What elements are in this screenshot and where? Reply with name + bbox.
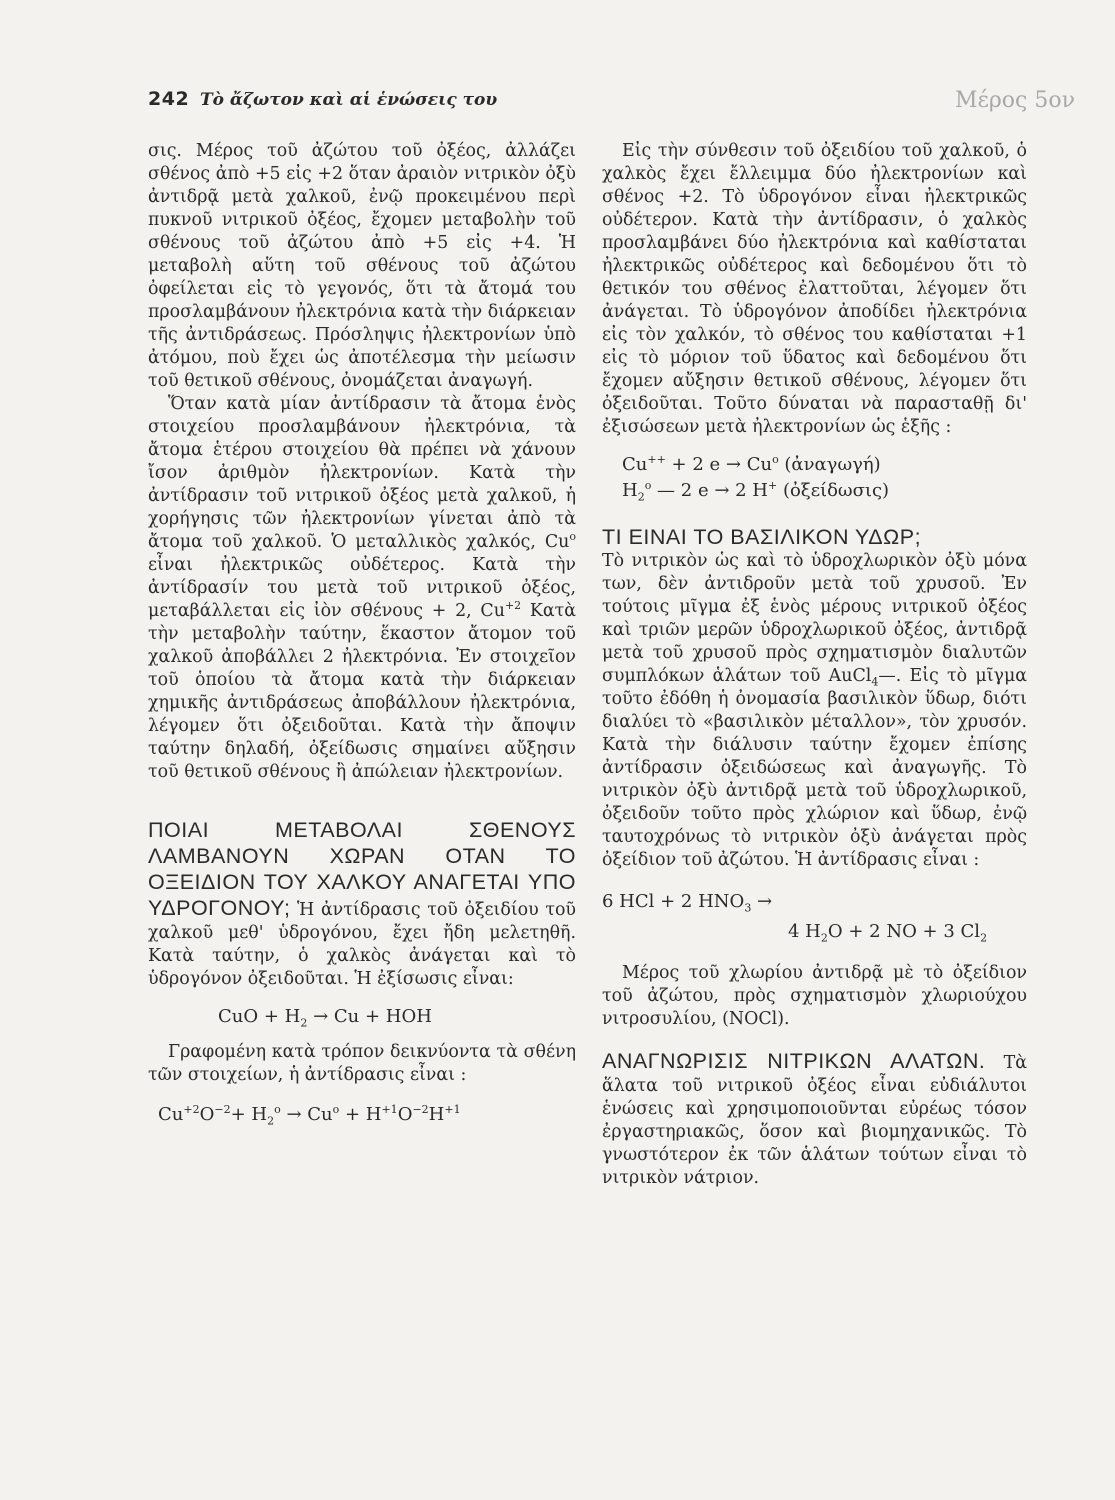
part-label: Μέρος 5ον [954, 88, 1075, 113]
equation-cuo-reduction: CuO + $H_2 \to Cu$ + HOH [218, 1006, 432, 1030]
section-title-nitrate-salts: ΑΝΑΓΝΩΡΙΣΙΣ ΝΙΤΡΙΚΩΝ ΑΛΑΤΩΝ. [602, 1049, 986, 1073]
page-number: 242 [148, 88, 190, 110]
right-paragraph-3: Μέρος τοῦ χλωρίου ἀντιδρᾷ μὲ τὸ ὀξείδιον τοῦ ἀζώτου, πρὸς σχηματισμὸν χλωριούχου νιτροσυλίου, (NOCl). [602, 963, 1027, 1029]
left-paragraph-3: Γραφομένη κατὰ τρόπον δεικνύοντα τὰ σθένη τῶν στοιχείων, ἡ ἀντίδρασις εἶναι : [148, 1042, 576, 1085]
left-paragraph-1: σις. Μέρος τοῦ ἀζώτου τοῦ ὀξέος, ἀλλάζει σθένος ἀπὸ +5 εἰς +2 ὅταν ἀραιὸν νιτρικὸν ὀξὺ ἀντιδρᾷ μετὰ χαλκοῦ, ἐνῷ προκειμένου περὶ πυκνοῦ νιτρικοῦ ὀξέος, ἔχομεν μεταβολὴν τοῦ σθένους τοῦ ἀζώτου ἀπὸ +5 εἰς +4. Ἡ μεταβολὴ αὕτη τοῦ σθένους τοῦ ἀζώτου ὀφείλεται εἰς τὸ γεγονός, ὅτι τὰ ἄτομά του προσλαμβάνουν ἠλεκτρόνια κατὰ τὴν διάρκειαν τῆς ἀντιδράσεως. Πρόσληψις ἠλεκτρονίων ὑπὸ ἀτόμου, ποὺ ἔχει ὡς ἀποτέλεσμα τὴν μείωσιν τοῦ θετικοῦ σθένους, ὀνομάζεται ἀναγωγή. [148, 141, 576, 391]
equation-aqua-regia-left: 6 HCl + 2 $HNO_3$ → [602, 891, 773, 915]
right-paragraph-2: Τὸ νιτρικὸν ὡς καὶ τὸ ὑδροχλωρικὸν ὀξὺ μόνα των, δὲν ἀντιδροῦν μετὰ τοῦ χρυσοῦ. Ἐν τούτοις μῖγμα ἐξ ἑνὸς μέρους νιτρικοῦ ὀξέος καὶ τριῶν μερῶν ὑδροχλωρικοῦ ὀξέος, ἀντιδρᾷ μετὰ τοῦ χρυσοῦ πρὸς σχηματισμὸν διαλυτῶν συμπλόκων ἁλάτων τοῦ AuCl$_4$—. Εἰς τὸ μῖγμα τοῦτο ἐδόθη ἡ ὀνομασία βασιλικὸν ὕδωρ, διότι διαλύει τὸ «βασιλικὸν μέταλλον», τὸν χρυσόν. Κατὰ τὴν διάλυσιν ταύτην ἔχομεν ἐπίσης ἀντίδρασιν ὀξειδώσεως καὶ ἀναγωγῆς. Τὸ νιτρικὸν ὀξὺ ἀντιδρᾷ μετὰ τοῦ ὑδροχλωρικοῦ, ὀξειδοῦν τοῦτο πρὸς χλώριον καὶ ὕδωρ, ἐνῷ ταυτοχρόνως τὸ νιτρικὸν ὀξὺ ἀνάγεται πρὸς ὀξείδιον τοῦ ἀζώτου. Ἡ ἀντίδρασις εἶναι : [602, 551, 1027, 870]
section-title-copper-oxide: ΠΟΙΑΙ ΜΕΤΑΒΟΛΑΙ ΣΘΕΝΟΥΣ ΛΑΜΒΑΝΟΥΝ ΧΩΡΑΝ ΟΤΑΝ ΤΟ ΟΞΕΙΔΙΟΝ ΤΟΥ ΧΑΛΚΟΥ ΑΝΑΓΕΤΑΙ ΥΠΟ ΥΔΡΟΓΟΝΟΥ; [148, 818, 576, 920]
page-header [148, 88, 1075, 116]
right-section-nitrates: ΑΝΑΓΝΩΡΙΣΙΣ ΝΙΤΡΙΚΩΝ ΑΛΑΤΩΝ. Τὰ ἅλατα τοῦ νιτρικοῦ ὀξέος εἶναι εὐδιάλυτοι ἑνώσεις καὶ χρησιμοποιοῦνται εὐρέως τόσον ἐργαστηριακῶς, ὅσον καὶ βιομηχανικῶς. Τὸ γνωστότερον ἐκ τῶν ἁλάτων τούτων εἶναι τὸ νιτρικὸν νάτριον. [602, 1049, 1027, 1188]
equation-hydrogen-oxidation: $H_2^o$ — 2 e → 2 H+ (ὀξείδωσις) [622, 479, 890, 504]
equation-copper-reduction: Cu++ + 2 $e \to Cu^o$ (ἀναγωγή) [622, 453, 881, 475]
equation-aqua-regia-right: 4 $H_2O + 2$ NO + 3 $Cl_2$ [788, 921, 988, 945]
section-title-aqua-regia: ΤΙ ΕΙΝΑΙ ΤΟ ΒΑΣΙΛΙΚΟΝ ΥΔΩΡ; [602, 525, 922, 549]
running-title: Τὸ ἄζωτον καὶ αἱ ἑνώσεις του [200, 90, 498, 110]
equation-valence-states: $Cu^{+2}O^{-2}+ H_2^o \to Cu^o + H^{+1}O^{-2}H^{+1}$ [158, 1103, 461, 1128]
left-column [148, 140, 576, 1127]
left-paragraph-2: Ὅταν κατὰ μίαν ἀντίδρασιν τὰ ἄτομα ἑνὸς στοιχείου προσλαμβάνουν ἠλεκτρόνια, τὰ ἄτομα ἑτέρου στοιχείου θὰ πρέπει νὰ χάνουν ἴσον ἀριθμὸν ἠλεκτρονίων. Κατὰ τὴν ἀντίδρασιν τοῦ νιτρικοῦ ὀξέος μετὰ χαλκοῦ, ἡ χορήγησις τῶν ἠλεκτρονίων γίνεται ἀπὸ τὰ ἄτομα τοῦ χαλκοῦ. Ὁ μεταλλικὸς χαλκός, Cu$^o$ εἶναι ἠλεκτρικῶς οὐδέτερος. Κατὰ τὴν ἀντίδρασίν του μετὰ τοῦ νιτρικοῦ ὀξέος, μεταβάλλεται εἰς ἰὸν σθένους + 2, $Cu^{+2}$ Κατὰ τὴν μεταβολὴν ταύτην, ἕκαστον ἄτομον τοῦ χαλκοῦ ἀποβάλλει 2 ἠλεκτρόνια. Ἐν στοιχεῖον τοῦ ὁποίου τὰ ἄτομα κατὰ τὴν διάρκειαν χημικῆς ἀντιδράσεως ἀποβάλλουν ἠλεκτρόνια, λέγομεν ὅτι ὀξειδοῦται. Κατὰ τὴν ἄποψιν ταύτην δηλαδή, ὀξείδωσις σημαίνει αὔξησιν τοῦ θετικοῦ σθένους ἢ ἀπώλειαν ἠλεκτρονίων. [148, 394, 576, 782]
left-section-heading: ΠΟΙΑΙ ΜΕΤΑΒΟΛΑΙ ΣΘΕΝΟΥΣ ΛΑΜΒΑΝΟΥΝ ΧΩΡΑΝ ΟΤΑΝ ΤΟ ΟΞΕΙΔΙΟΝ ΤΟΥ ΧΑΛΚΟΥ ΑΝΑΓΕΤΑΙ ΥΠΟ ΥΔΡΟΓΟΝΟΥ; Ἡ ἀντίδρασις τοῦ ὀξειδίου τοῦ χαλκοῦ μεθ' ὑδρογόνου, ἔχει ἤδη μελετηθῆ. Κατὰ ταύτην, ὁ χαλκὸς ἀνάγεται καὶ τὸ ὑδρογόνον ὀξειδοῦται. Ἡ ἐξίσωσις εἶναι: [148, 818, 576, 989]
right-column [602, 140, 1027, 1190]
right-paragraph-1: Εἰς τὴν σύνθεσιν τοῦ ὀξειδίου τοῦ χαλκοῦ, ὁ χαλκὸς ἔχει ἔλλειμμα δύο ἠλεκτρονίων καὶ σθένος +2. Τὸ ὑδρογόνον εἶναι ἠλεκτρικῶς οὐδέτερον. Κατὰ τὴν ἀντίδρασιν, ὁ χαλκὸς προσλαμβάνει δύο ἠλεκτρόνια καὶ καθίσταται ἠλεκτρικῶς οὐδέτερος καὶ δεδομένου ὅτι τὸ θετικόν του σθένος ἐλαττοῦται, λέγομεν ὅτι ἀνάγεται. Τὸ ὑδρογόνον ἀποδίδει ἠλεκτρόνια εἰς τὸν χαλκόν, τὸ σθένος του καθίσταται +1 εἰς τὸ μόριον τοῦ ὕδατος καὶ δεδομένου ὅτι ἔχομεν αὔξησιν θετικοῦ σθένους, λέγομεν ὅτι ὀξειδοῦται. Τοῦτο δύναται νὰ παρασταθῇ δι' ἐξισώσεων μετὰ ἠλεκτρονίων ὡς ἑξῆς : [602, 141, 1027, 437]
